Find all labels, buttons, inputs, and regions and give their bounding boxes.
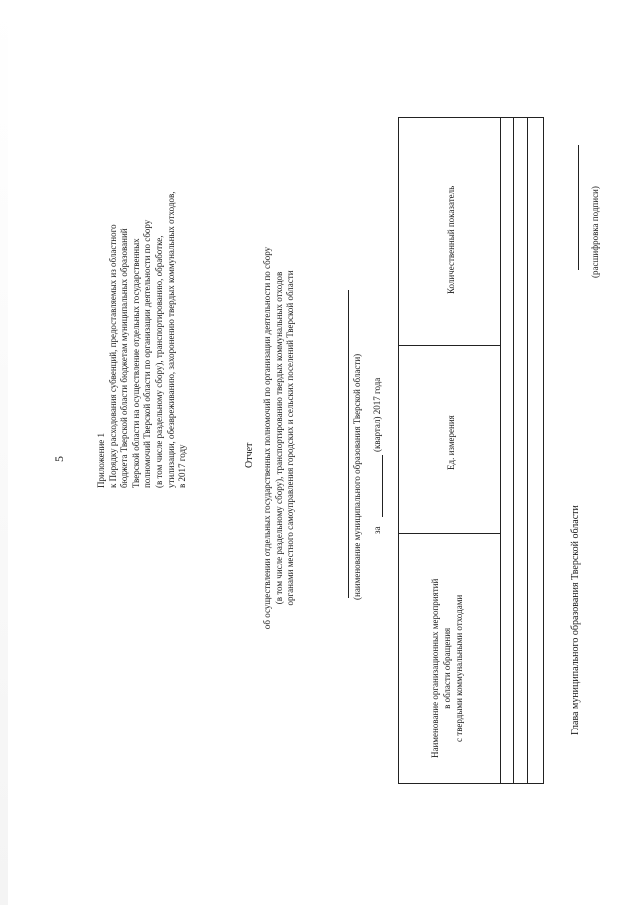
report-table bbox=[398, 117, 544, 784]
table-header-cell: Количественный показатель bbox=[446, 185, 456, 294]
appendix-line: к Порядку расходования субвенций, предоставляемых из областного bbox=[107, 224, 118, 488]
header-line: в области обращения bbox=[442, 627, 452, 709]
header-line: Наименование организационных мероприятий bbox=[430, 578, 440, 758]
appendix-line: в 2017 году bbox=[177, 444, 188, 488]
period-prefix: за bbox=[372, 526, 382, 534]
subtitle-line: (в том числе раздельному сбору), транспортированию твердых коммунальных отходов bbox=[273, 271, 284, 605]
table-row-divider bbox=[513, 118, 514, 783]
subtitle-line: органами местного самоуправления городских и сельских поселений Тверской области bbox=[285, 270, 296, 606]
signature-line bbox=[578, 145, 579, 270]
table-header-cell bbox=[429, 579, 465, 758]
report-subtitle bbox=[262, 208, 297, 668]
scan-edge bbox=[0, 0, 8, 905]
table-row-divider bbox=[527, 118, 528, 783]
municipality-blank-line bbox=[348, 290, 349, 598]
period-suffix: (квартал) 2017 года bbox=[372, 377, 382, 452]
report-title: Отчет bbox=[244, 442, 255, 468]
table-row-divider bbox=[500, 118, 501, 783]
table-col-divider bbox=[399, 533, 501, 534]
municipality-caption: (наименование муниципального образования Тверской области) bbox=[352, 353, 362, 600]
appendix-block bbox=[96, 192, 189, 488]
appendix-line: Приложение 1 bbox=[96, 432, 106, 488]
table-header-cell: Ед. измерения bbox=[446, 415, 456, 470]
subtitle-line: об осуществлении отдельных государственных полномочий по организации деятельности по сбору bbox=[262, 246, 272, 630]
appendix-line: полномочий Тверской области по организации деятельности по сбору bbox=[142, 219, 153, 488]
appendix-line: Тверской области на осуществление отдельных государственных bbox=[130, 238, 141, 488]
appendix-line: (в том числе раздельному сбору), транспортированию, обработке, bbox=[153, 235, 164, 488]
signature-caption: (расшифровка подписи) bbox=[590, 186, 600, 278]
header-line: с твердыми коммунальными отходами bbox=[454, 594, 464, 742]
appendix-line: утилизации, обезвреживанию, захоронению твердых коммунальных отходов, bbox=[165, 191, 176, 488]
period-blank-line bbox=[382, 455, 383, 517]
appendix-line: бюджета Тверской области бюджетам муниципальных образований bbox=[119, 228, 130, 488]
head-label: Глава муниципального образования Тверской области bbox=[570, 505, 581, 735]
page-number: 5 bbox=[52, 456, 66, 462]
table-col-divider bbox=[399, 345, 501, 346]
